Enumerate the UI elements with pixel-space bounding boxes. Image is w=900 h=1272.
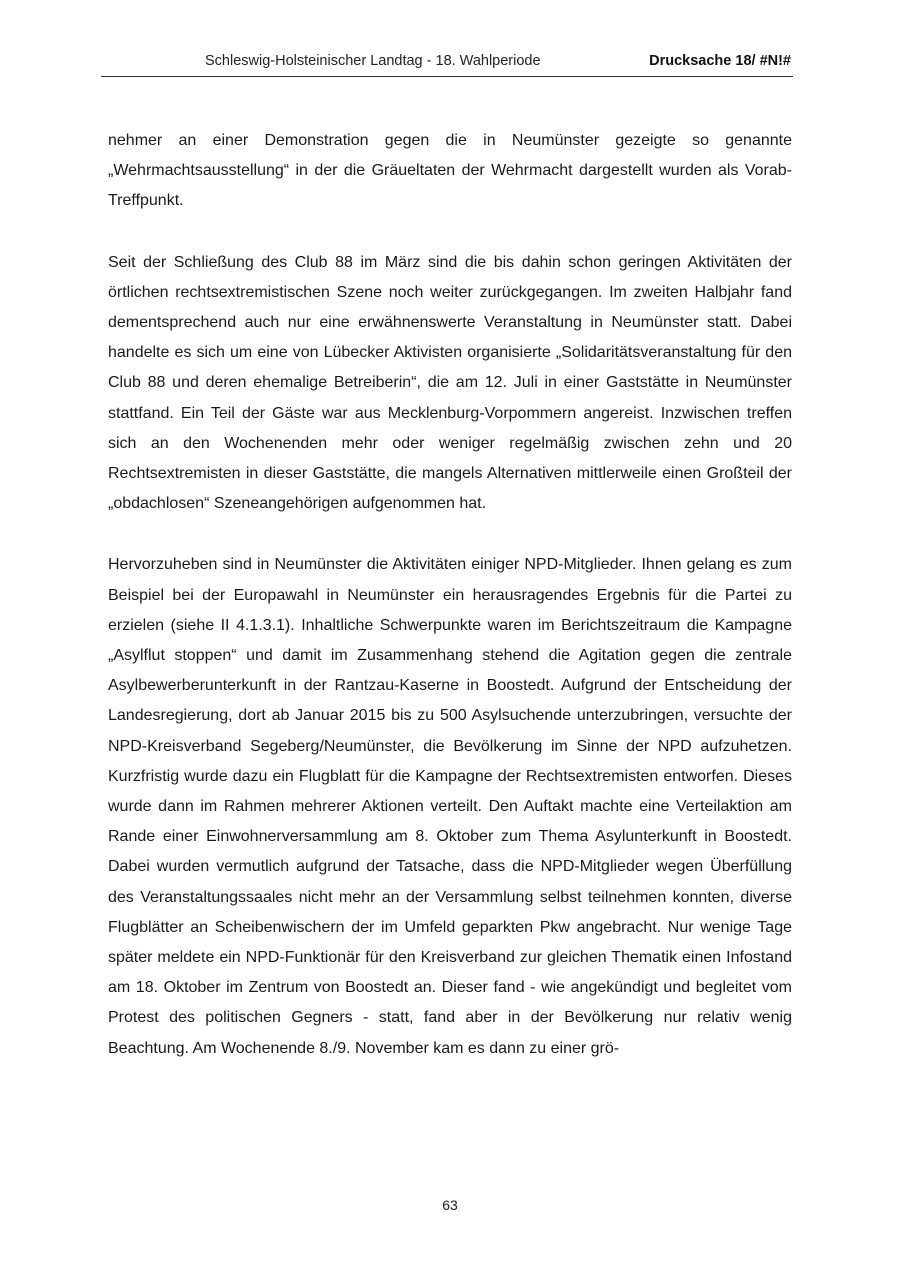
- page-header: [101, 50, 793, 77]
- paragraph: Seit der Schließung des Club 88 im März sind die bis dahin schon geringen Aktivitäten der örtlichen rechtsextremistischen Szene noch weiter zurückgegangen. Im zweiten Halbjahr fand dementsprechend auch nur eine erwähnenswerte Veranstaltung in Neumünster statt. Dabei handelte es sich um eine von Lübecker Aktivisten organisierte „Solidaritätsveranstaltung für den Club 88 und deren ehemalige Betreiberin“, die am 12. Juli in einer Gaststätte in Neumünster stattfand. Ein Teil der Gäste war aus Mecklenburg-Vorpommern angereist. Inzwischen treffen sich an den Wochenenden mehr oder weniger regelmäßig zwischen zehn und 20 Rechtsextremisten in dieser Gaststätte, die mangels Alternativen mittlerweile einen Großteil der „obdachlosen“ Szeneangehörigen aufgenommen hat.: [108, 253, 792, 513]
- page-number: 63: [442, 1197, 458, 1213]
- document-reference: Drucksache 18/ #N!#: [649, 53, 791, 69]
- body-text: [108, 126, 792, 1064]
- header-title: Schleswig-Holsteinischer Landtag - 18. Wahlperiode: [205, 53, 541, 69]
- paragraph: Hervorzuheben sind in Neumünster die Aktivitäten einiger NPD-Mitglieder. Ihnen gelang es zum Beispiel bei der Europawahl in Neumünster ein herausragendes Ergebnis für die Partei zu erzielen (siehe II 4.1.3.1). Inhaltliche Schwerpunkte waren im Berichtszeitraum die Kampagne „Asylflut stoppen“ und damit im Zusammenhang stehend die Agitation gegen die zentrale Asylbewerberunterkunft in der Rantzau-Kaserne in Boostedt. Aufgrund der Entscheidung der Landesregierung, dort ab Januar 2015 bis zu 500 Asylsuchende unterzubringen, versuchte der NPD-Kreisverband Segeberg/Neumünster, die Bevölkerung im Sinne der NPD aufzuhetzen. Kurzfristig wurde dazu ein Flugblatt für die Kampagne der Rechtsextremisten entworfen. Dieses wurde dann im Rahmen mehrerer Aktionen verteilt. Den Auftakt machte eine Verteilaktion am Rande einer Einwohnerversammlung am 8. Oktober zum Thema Asylunterkunft in Boostedt. Dabei wurden vermutlich aufgrund der Tatsache, dass die NPD-Mitglieder wegen Überfüllung des Veranstaltungssaales nicht mehr an der Versammlung selbst teilnehmen konnten, diverse Flugblätter an Scheibenwischern der im Umfeld geparkten Pkw angebracht. Nur wenige Tage später meldete ein NPD-Funktionär für den Kreisverband zur gleichen Thematik einen Infostand am 18. Oktober im Zentrum von Boostedt an. Dieser fand - wie angekündigt und begleitet vom Protest des politischen Gegners - statt, fand aber in der Bevölkerung nur relativ wenig Beachtung. Am Wochenende 8./9. November kam es dann zu einer grö-: [108, 556, 792, 1057]
- paragraph: nehmer an einer Demonstration gegen die in Neumünster gezeigte so genannte „Wehrmachtsausstellung“ in der die Gräueltaten der Wehrmacht dargestellt wurden als Vorab-Treffpunkt.: [108, 132, 792, 210]
